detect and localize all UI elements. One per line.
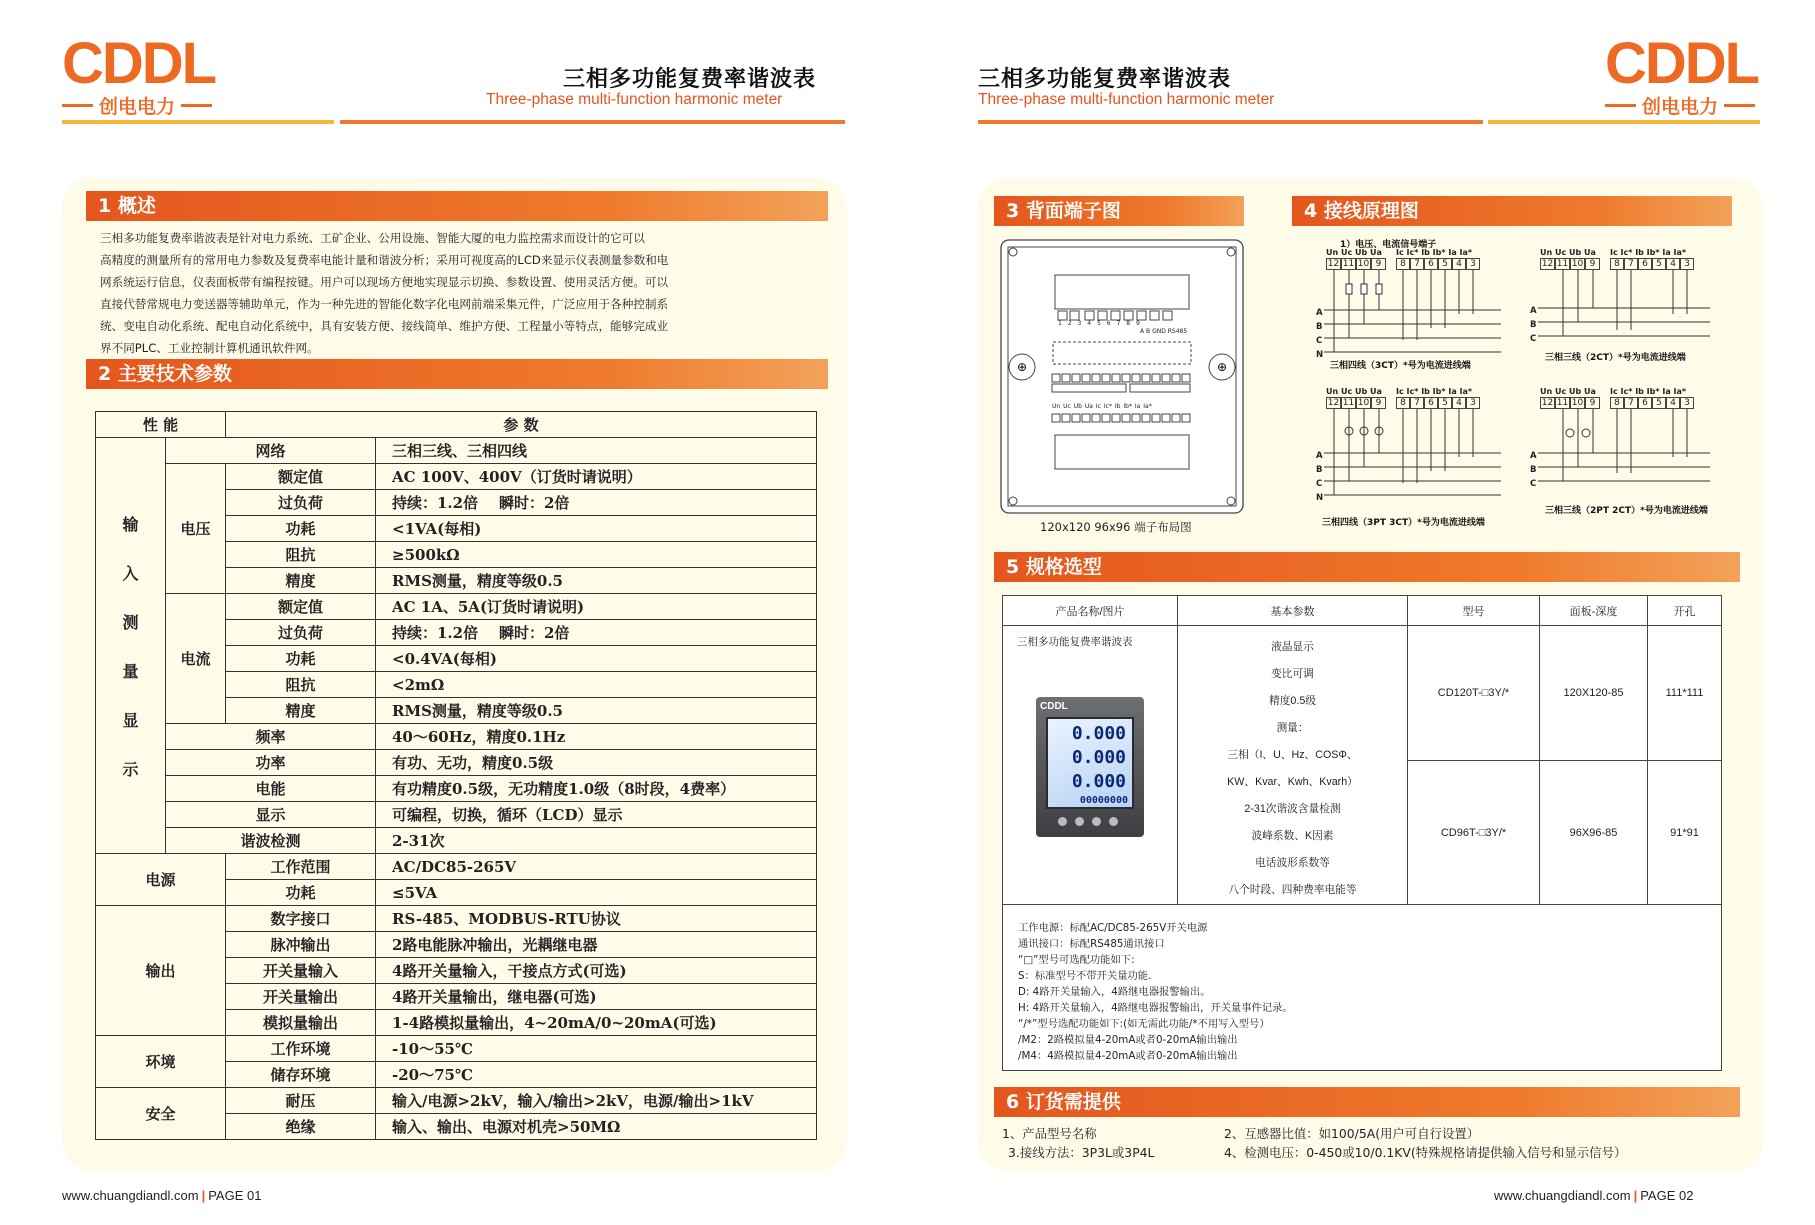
- overview-line: 网系统运行信息，仪表面板带有编程按键。用户可以现场方便地实现显示切换、参数设置、使用灵活方便。可以: [100, 275, 669, 289]
- terminal-caption: 120x120 96x96 端子布局图: [1040, 520, 1192, 534]
- order-item: 4、检测电压：0-450或10/0.1KV(特殊规格请提供输入信号和显示信号）: [1224, 1145, 1627, 1160]
- table-row: [1003, 596, 1722, 626]
- table-row: 功率 有功、无功，精度0.5级: [96, 750, 817, 776]
- table-row: 阻抗 <2mΩ: [96, 672, 817, 698]
- wiring-lines: [1316, 409, 1506, 509]
- overview-text: [100, 227, 818, 359]
- wiring-title: 1）电压、电流信号端子: [1340, 240, 1437, 250]
- meter-button: [1058, 817, 1067, 826]
- wiring-lines: [1316, 270, 1506, 370]
- footer-url[interactable]: www.chuangdiandl.com: [62, 1188, 199, 1203]
- table-row: 电流 额定值 AC 1A、5A(订货时请说明): [96, 594, 817, 620]
- table-row: 频率 40～60Hz，精度0.1Hz: [96, 724, 817, 750]
- table-row: 绝缘 输入、输出、电源对机壳>50MΩ: [96, 1114, 817, 1140]
- col-header-param: 参 数: [226, 412, 817, 438]
- selection-table: [1002, 595, 1722, 905]
- table-row: 储存环境 -20～75℃: [96, 1062, 817, 1088]
- terminal-drawing: [1000, 239, 1244, 514]
- table-row: 电压 额定值 AC 100V、400V（订货时请说明）: [96, 464, 817, 490]
- footer-right: www.chuangdiandl.com | PAGE 02: [1494, 1188, 1694, 1203]
- header-rule-left-a: [62, 120, 334, 124]
- col-header-perf: 性 能: [96, 412, 226, 438]
- table-row: 输 入 测 量 显 示 网络 三相三线、三相四线: [96, 438, 817, 464]
- table-row: 过负荷 持续：1.2倍 瞬时：2倍: [96, 490, 817, 516]
- meter-button: [1075, 817, 1084, 826]
- wiring-diagram-4: Un Uc Ub Ua Ic Ic* Ib Ib* Ia Ia* 12 11 10 9 8 7 6 5 4 3 A B C: [1530, 387, 1715, 497]
- logo-cn: 创电电力: [1642, 96, 1719, 118]
- header-rule-right-b: [1488, 120, 1760, 124]
- table-row: [96, 412, 817, 438]
- brand-logo-right: [1605, 31, 1759, 119]
- meter-lcd: 0.000 0.000 0.000 00000000: [1046, 717, 1134, 809]
- section-heading-wiring: 4 接线原理图: [1292, 196, 1732, 226]
- table-row: 电源 工作范围 AC/DC85-265V: [96, 854, 817, 880]
- page-subtitle-right: Three-phase multi-function harmonic meter: [978, 91, 1275, 108]
- section-heading-order: 6 订货需提供: [994, 1087, 1740, 1117]
- table-row: 功耗 ≤5VA: [96, 880, 817, 906]
- category-input: 输 入 测 量 显 示: [96, 438, 166, 854]
- brand-logo-left: [62, 31, 216, 119]
- spec-table: [95, 411, 817, 1140]
- col-header: 开孔: [1648, 596, 1722, 626]
- category-safety: 安全: [96, 1088, 226, 1140]
- col-header: 基本参数: [1178, 596, 1408, 626]
- svg-text:⊕: ⊕: [1017, 360, 1028, 374]
- model-cell: CD96T-□3Y/*: [1408, 761, 1540, 905]
- selection-notes: 工作电源：标配AC/DC85-265V开关电源 通讯接口：标配RS485通讯接口 “□”型号可选配功能如下: S：标准型号不带开关量功能. D: 4路开关量输入，4路继电器报警输出。 H: 4路开关量输入，4路继电器报警输出，开关量事件记录。 “/*”型号选配功能如下:(如无需此功能/*不用写入型号） /M2：2路模拟量4-20mA或者0-20mA输出输出 /M4：4路模拟量4-20mA或者0-20mA输出输出: [1018, 922, 1293, 1062]
- table-row: 精度 RMS测量，精度等级0.5: [96, 568, 817, 594]
- section-heading-terminal: 3 背面端子图: [994, 196, 1244, 226]
- header-rule-right-a: [978, 120, 1483, 124]
- product-cell: [1003, 626, 1178, 905]
- table-row: 环境 工作环境 -10～55℃: [96, 1036, 817, 1062]
- table-row: 谐波检测 2-31次: [96, 828, 817, 854]
- table-row: 输出 数字接口 RS-485、MODBUS-RTU协议: [96, 906, 817, 932]
- table-row: 开关量输出 4路开关量输出，继电器(可选): [96, 984, 817, 1010]
- wiring-caption-3: 三相四线（3PT 3CT）*号为电流进线端: [1322, 518, 1485, 528]
- table-row: 显示 可编程，切换，循环（LCD）显示: [96, 802, 817, 828]
- category-output: 输出: [96, 906, 226, 1036]
- table-row: 安全 耐压 输入/电源>2kV，输入/输出>2kV，电源/输出>1kV: [96, 1088, 817, 1114]
- logo-word: CDDL: [1605, 31, 1759, 96]
- sub-voltage: 电压: [166, 464, 226, 594]
- footer-left: www.chuangdiandl.com | PAGE 01: [62, 1188, 262, 1203]
- table-row: 功耗 <0.4VA(每相): [96, 646, 817, 672]
- section-heading-specs: 2 主要技术参数: [86, 359, 828, 389]
- table-row: 模拟量输出 1-4路模拟量输出，4~20mA/0~20mA(可选): [96, 1010, 817, 1036]
- hole-cell: 91*91: [1648, 761, 1722, 905]
- table-row: [1003, 626, 1722, 761]
- col-header: 面板-深度: [1540, 596, 1648, 626]
- overview-line: 统、变电自动化系统、配电自动化系统中，具有安装方便、接线简单、维护方便、工程量小等特点，能够完成业: [100, 319, 669, 333]
- overview-line: 三相多功能复费率谐波表是针对电力系统、工矿企业、公用设施、智能大厦的电力监控需求而设计的它可以: [100, 231, 645, 245]
- logo-cn: 创电电力: [99, 96, 176, 118]
- panel-depth-cell: 96X96-85: [1540, 761, 1648, 905]
- logo-word: CDDL: [62, 31, 216, 96]
- wiring-caption-4: 三相三线（2PT 2CT）*号为电流进线端: [1545, 506, 1708, 516]
- wiring-lines: [1530, 270, 1715, 350]
- table-row: 功耗 <1VA(每相): [96, 516, 817, 542]
- params-cell: 液晶显示 变比可调 精度0.5级 测量： 三相（I、U、Hz、COSΦ、 KW、Kvar、Kwh、Kvarh） 2-31次谐波含量检测 波峰系数、K因素 电话波形系数等 八个时段、四种费率电能等: [1178, 626, 1408, 905]
- table-row: 开关量输入 4路开关量输入，干接点方式(可选): [96, 958, 817, 984]
- wiring-diagram-3: Un Uc Ub Ua Ic Ic* Ib Ib* Ia Ia* 12 11 10 9 8 7 6 5 4 3 A B C N: [1316, 387, 1506, 509]
- order-item: 2、互感器比值：如100/5A(用户可自行设置）: [1224, 1126, 1480, 1141]
- footer-url[interactable]: www.chuangdiandl.com: [1494, 1188, 1631, 1203]
- category-env: 环境: [96, 1036, 226, 1088]
- terminal-top-labels: 1 2 3 4 5 6 7 8 9: [1058, 320, 1142, 327]
- overview-line: 界不同PLC、工业控制计算机通讯软件网。: [100, 341, 319, 355]
- table-row: 过负荷 持续：1.2倍 瞬时：2倍: [96, 620, 817, 646]
- col-header: 产品名称/图片: [1003, 596, 1178, 626]
- overview-line: 高精度的测量所有的常用电力参数及复费率电能计量和谐波分析；采用可视度高的LCD来显示仪表测量参数和电: [100, 253, 669, 267]
- col-header: 型号: [1408, 596, 1540, 626]
- terminal-rs485-labels: A B GND RS485: [1140, 328, 1188, 335]
- page-subtitle-left: Three-phase multi-function harmonic meter: [486, 91, 783, 108]
- svg-text:⊕: ⊕: [1217, 360, 1228, 374]
- table-row: 脉冲输出 2路电能脉冲输出，光耦继电器: [96, 932, 817, 958]
- section-heading-overview: 1 概述: [86, 191, 828, 221]
- table-row: 阻抗 ≥500kΩ: [96, 542, 817, 568]
- page-number: PAGE 01: [208, 1188, 262, 1203]
- wiring-diagram-1: Un Uc Ub Ua Ic Ic* Ib Ib* Ia Ia* 12 11 10 9 8 7 6 5 4 3 A B C N: [1316, 248, 1506, 370]
- wiring-diagram-2: Un Uc Ub Ua Ic Ic* Ib Ib* Ia Ia* 12 11 10 9 8 7 6 5 4 3 A B C: [1530, 248, 1715, 348]
- page-title-right: 三相多功能复费率谐波表: [978, 67, 1232, 92]
- sub-current: 电流: [166, 594, 226, 724]
- wiring-caption-2: 三相三线（2CT）*号为电流进线端: [1545, 353, 1686, 363]
- order-item: 3.接线方法：3P3L或3P4L: [1008, 1145, 1155, 1160]
- panel-depth-cell: 120X120-85: [1540, 626, 1648, 761]
- table-row: 精度 RMS测量，精度等级0.5: [96, 698, 817, 724]
- meter-image: CDDL 0.000 0.000 0.000 00000000: [1036, 697, 1144, 837]
- terminal-diagram: [1000, 239, 1244, 514]
- terminal-bottom-labels: Un Uc Ub Ua Ic Ic* Ib Ib* Ia Ia*: [1052, 403, 1152, 410]
- meter-button: [1109, 817, 1118, 826]
- order-item: 1、产品型号名称: [1002, 1126, 1097, 1141]
- table-row: 电能 有功精度0.5级，无功精度1.0级（8时段，4费率）: [96, 776, 817, 802]
- page-number: PAGE 02: [1640, 1188, 1694, 1203]
- wiring-caption-1: 三相四线（3CT）*号为电流进线端: [1330, 361, 1471, 371]
- category-power: 电源: [96, 854, 226, 906]
- overview-line: 直接代替常规电力变送器等辅助单元，作为一种先进的智能化数字化电网前端采集元件，广泛应用于各种控制系: [100, 297, 669, 311]
- model-cell: CD120T-□3Y/*: [1408, 626, 1540, 761]
- section-heading-selection: 5 规格选型: [994, 552, 1740, 582]
- page-title-left: 三相多功能复费率谐波表: [563, 67, 817, 92]
- wiring-lines: [1530, 409, 1715, 499]
- hole-cell: 111*111: [1648, 626, 1722, 761]
- meter-button: [1092, 817, 1101, 826]
- header-rule-left-b: [340, 120, 845, 124]
- product-name: 三相多功能复费率谐波表: [1017, 636, 1133, 648]
